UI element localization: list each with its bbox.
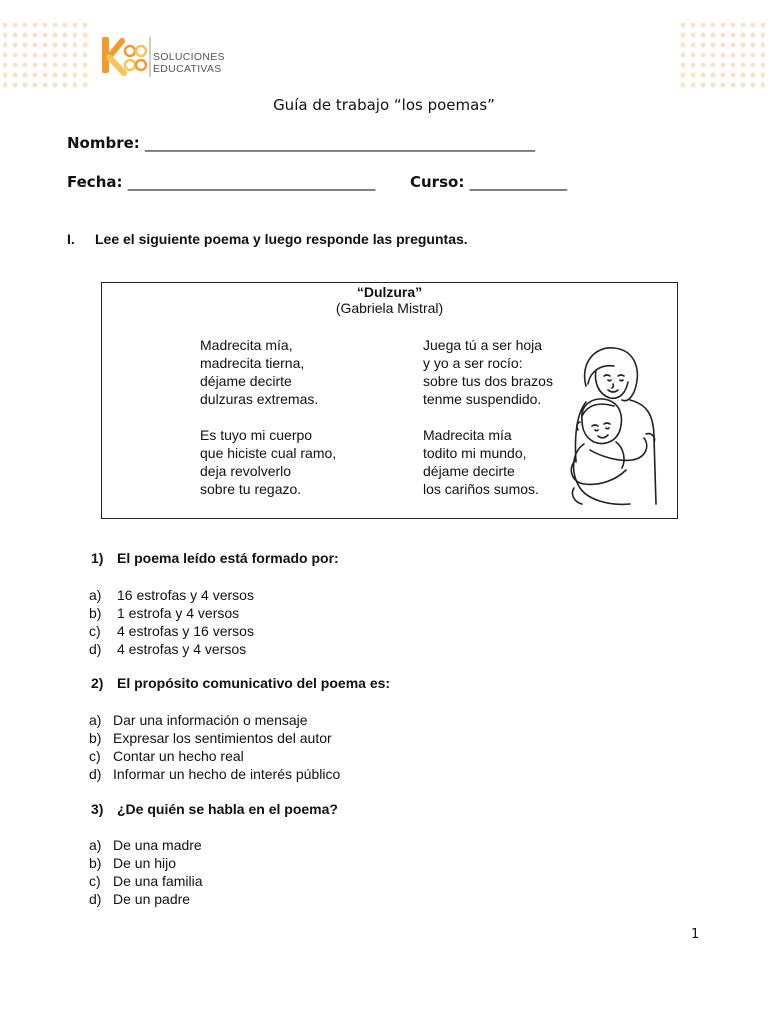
poem-verse: déjame decirte: [423, 463, 515, 479]
poem-verse: tenme suspendido.: [423, 391, 542, 407]
question-2-options: [89, 711, 340, 783]
option-text: Contar un hecho real: [113, 748, 244, 764]
logo-text-line2: EDUCATIVAS: [153, 63, 222, 75]
poem-verse: déjame decirte: [200, 373, 292, 389]
option-letter: d): [89, 641, 102, 657]
poem-verse: dulzuras extremas.: [200, 391, 319, 407]
curso-line[interactable]: _____________: [469, 173, 568, 191]
question-2: [91, 675, 390, 691]
mother-hugging-child-illustration: [560, 342, 664, 512]
poem-verse: Es tuyo mi cuerpo: [200, 427, 313, 443]
fecha-label: Fecha:: [67, 173, 123, 191]
fecha-line[interactable]: _________________________________: [127, 173, 376, 191]
poem-verse: los cariños sumos.: [423, 481, 539, 497]
question-text: El propósito comunicativo del poema es:: [117, 675, 391, 691]
nombre-field[interactable]: [67, 134, 535, 152]
option-a[interactable]: [89, 711, 340, 729]
poem-verse: y yo a ser rocío:: [423, 355, 523, 371]
option-letter: d): [89, 766, 102, 782]
option-d[interactable]: [89, 765, 340, 783]
option-text: 4 estrofas y 4 versos: [117, 641, 247, 657]
option-text: Informar un hecho de interés público: [113, 766, 341, 782]
poem-verse: madrecita tierna,: [200, 355, 305, 371]
question-1: [91, 550, 339, 566]
question-3-options: [89, 836, 203, 908]
option-a[interactable]: [89, 586, 254, 604]
logo-text-line1: SOLUCIONES: [153, 51, 225, 63]
option-a[interactable]: [89, 836, 203, 854]
question-number: 2): [91, 675, 104, 691]
poem-verse: Madrecita mía: [423, 427, 512, 443]
question-number: 3): [91, 801, 104, 817]
poem-verse: sobre tu regazo.: [200, 481, 302, 497]
option-letter: b): [89, 730, 102, 746]
nombre-line[interactable]: ____________________________________________________: [145, 134, 536, 152]
question-1-options: [89, 586, 254, 658]
nombre-label: Nombre:: [67, 134, 140, 152]
instruction-text: Lee el siguiente poema y luego responde las preguntas.: [95, 231, 468, 247]
poem-verse: Madrecita mía,: [200, 337, 293, 353]
option-d[interactable]: [89, 890, 203, 908]
logo-text: [153, 51, 225, 75]
option-b[interactable]: [89, 854, 203, 872]
poem-verse: Juega tú a ser hoja: [423, 337, 543, 353]
question-text: ¿De quién se habla en el poema?: [117, 801, 338, 817]
poem-stanza: [200, 336, 318, 408]
option-letter: a): [89, 712, 102, 728]
poem-stanza: [423, 336, 553, 408]
poem-verse: todito mi mundo,: [423, 445, 527, 461]
option-letter: d): [89, 891, 102, 907]
instruction: [67, 231, 468, 247]
option-c[interactable]: [89, 622, 254, 640]
option-text: 4 estrofas y 16 versos: [117, 623, 254, 639]
page-number: 1: [691, 927, 700, 942]
option-text: De un padre: [113, 891, 191, 907]
option-text: De una madre: [113, 837, 202, 853]
poem-verse: deja revolverlo: [200, 463, 292, 479]
poem-stanza: [423, 426, 539, 498]
option-letter: c): [89, 623, 101, 639]
fecha-field[interactable]: [67, 173, 375, 191]
option-text: 1 estrofa y 4 versos: [117, 605, 240, 621]
question-text: El poema leído está formado por:: [117, 550, 339, 566]
decorative-dots-right: [678, 20, 768, 90]
page-title: Guía de trabajo “los poemas”: [273, 96, 495, 114]
question-number: 1): [91, 550, 104, 566]
option-c[interactable]: [89, 747, 340, 765]
curso-label: Curso:: [410, 173, 465, 191]
decorative-dots-left: [0, 20, 90, 90]
option-letter: a): [89, 587, 102, 603]
option-b[interactable]: [89, 729, 340, 747]
poem-author: (Gabriela Mistral): [335, 300, 444, 316]
poem-verse: sobre tus dos brazos: [423, 373, 553, 389]
instruction-number: I.: [67, 231, 75, 247]
option-text: 16 estrofas y 4 versos: [117, 587, 254, 603]
option-text: Dar una información o mensaje: [113, 712, 308, 728]
option-letter: b): [89, 855, 102, 871]
question-3: [91, 801, 338, 817]
option-c[interactable]: [89, 872, 203, 890]
option-letter: b): [89, 605, 102, 621]
option-letter: c): [89, 873, 101, 889]
option-text: De una familia: [113, 873, 203, 889]
option-text: De un hijo: [113, 855, 177, 871]
option-letter: a): [89, 837, 102, 853]
poem-title: “Dulzura”: [356, 284, 423, 300]
curso-field[interactable]: [410, 173, 567, 191]
option-d[interactable]: [89, 640, 254, 658]
poem-verse: que hiciste cual ramo,: [200, 445, 337, 461]
option-b[interactable]: [89, 604, 254, 622]
poem-stanza: [200, 426, 336, 498]
option-letter: c): [89, 748, 101, 764]
option-text: Expresar los sentimientos del autor: [113, 730, 332, 746]
